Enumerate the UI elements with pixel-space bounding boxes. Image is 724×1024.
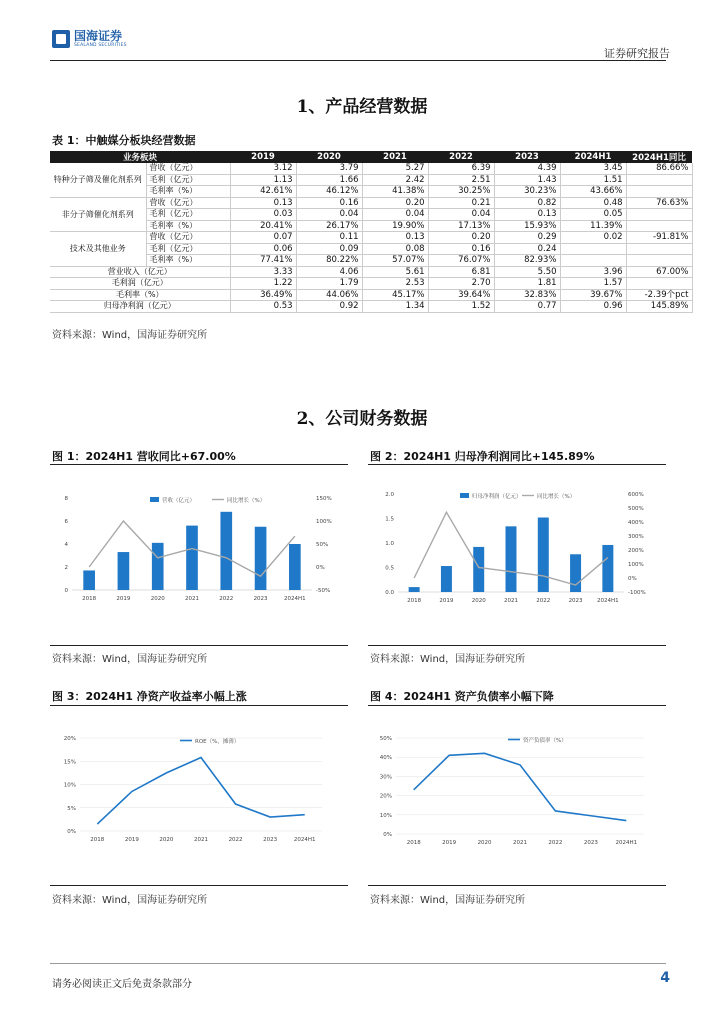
- table-cell: -2.39个pct: [626, 289, 692, 301]
- figure-2-caption: 图 2：2024H1 归母净利润同比+145.89%: [370, 450, 595, 463]
- table-cell: [626, 186, 692, 198]
- logo-subtext: SEALAND SECURITIES: [74, 43, 127, 48]
- table-header-cell: 2020: [296, 151, 362, 163]
- table-cell: 0.20: [428, 232, 494, 244]
- legend-bar-swatch: [150, 497, 159, 502]
- table-cell: 5.61: [362, 266, 428, 278]
- x-tick-label: 2019: [124, 837, 139, 843]
- x-tick-label: 2023: [568, 598, 583, 604]
- y-tick-label: 15%: [63, 759, 76, 766]
- y-right-tick-label: 150%: [316, 496, 332, 502]
- legend-bar-label: 营收（亿元）: [162, 498, 196, 504]
- row-label: 毛利润（亿元）: [50, 278, 230, 290]
- table-cell: 1.52: [428, 301, 494, 313]
- x-tick-label: 2024H1: [597, 598, 619, 604]
- table-cell: 0.29: [494, 232, 560, 244]
- figure-1-top-rule: [50, 464, 348, 465]
- legend-label: ROE（%，摊薄）: [195, 739, 240, 745]
- table-cell: 76.63%: [626, 197, 692, 209]
- table-cell: 17.13%: [428, 220, 494, 232]
- table-cell: 0.96: [560, 301, 626, 313]
- y-right-tick-label: 200%: [628, 548, 644, 554]
- figure-3-top-rule: [50, 705, 348, 706]
- y-tick-label: 50%: [379, 736, 392, 742]
- table-cell: [626, 243, 692, 255]
- bar: [409, 587, 420, 592]
- table-body: [50, 163, 692, 312]
- table-cell: 0.92: [296, 301, 362, 313]
- legend-bar-swatch: [460, 493, 469, 498]
- y-tick-label: 30%: [379, 774, 392, 781]
- legend-label: 资产负债率（%）: [523, 738, 567, 744]
- company-logo: [52, 30, 127, 49]
- table-row: [50, 289, 692, 301]
- legend-line-label: 同比增长（%）: [537, 494, 576, 500]
- x-tick-label: 2024H1: [293, 837, 316, 843]
- x-tick-label: 2022: [228, 837, 243, 843]
- x-tick-label: 2021: [185, 596, 199, 602]
- table-cell: 6.39: [428, 163, 494, 174]
- table-cell: 5.50: [494, 266, 560, 278]
- table-cell: 67.00%: [626, 266, 692, 278]
- bar: [152, 543, 164, 590]
- table-cell: 1.34: [362, 301, 428, 313]
- table-cell: 36.49%: [230, 289, 296, 301]
- table-row: [50, 163, 692, 174]
- bar: [83, 570, 95, 590]
- table-cell: 76.07%: [428, 255, 494, 267]
- x-tick-label: 2023: [583, 840, 598, 846]
- table-cell: 0.24: [494, 243, 560, 255]
- debt-ratio-chart: [368, 728, 666, 850]
- table-cell: 0.53: [230, 301, 296, 313]
- logo-icon: [52, 30, 70, 48]
- table-cell: 6.81: [428, 266, 494, 278]
- table-cell: 0.08: [362, 243, 428, 255]
- bar: [506, 526, 517, 592]
- table-cell: 0.04: [428, 209, 494, 221]
- table-cell: 0.16: [428, 243, 494, 255]
- y-left-tick-label: 2.0: [385, 492, 394, 498]
- table-cell: 0.82: [494, 197, 560, 209]
- figure-4-source: 资料来源：Wind，国海证券研究所: [370, 895, 526, 906]
- row-label: 毛利率（%）: [50, 289, 230, 301]
- metric-label: 毛利（亿元）: [146, 174, 230, 186]
- table-source: 资料来源：Wind，国海证券研究所: [52, 330, 208, 341]
- table-cell: 145.89%: [626, 301, 692, 313]
- y-left-tick-label: 2: [64, 565, 68, 571]
- table-cell: 32.83%: [494, 289, 560, 301]
- figure-1-caption: 图 1：2024H1 营收同比+67.00%: [52, 450, 236, 463]
- table-cell: 1.79: [296, 278, 362, 290]
- table-cell: 1.57: [560, 278, 626, 290]
- net-profit-chart: [368, 480, 666, 610]
- y-right-tick-label: 0%: [316, 565, 325, 571]
- bar: [255, 527, 267, 590]
- y-left-tick-label: 0.5: [385, 565, 394, 572]
- table-row: [50, 186, 692, 198]
- table-cell: 4.39: [494, 163, 560, 174]
- y-tick-label: 40%: [379, 755, 392, 762]
- segment-label: 特种分子筛及催化剂系列: [50, 163, 146, 197]
- x-tick-label: 2022: [548, 840, 563, 846]
- x-tick-label: 2018: [90, 837, 105, 843]
- table-row: [50, 174, 692, 186]
- table-cell: 1.22: [230, 278, 296, 290]
- row-label: 归母净利润（亿元）: [50, 301, 230, 313]
- legend-bar-label: 归母净利润（亿元）: [472, 494, 522, 500]
- table-cell: [626, 220, 692, 232]
- y-tick-label: 0%: [383, 832, 392, 838]
- table-cell: 0.13: [494, 209, 560, 221]
- table-cell: 0.48: [560, 197, 626, 209]
- bar: [118, 552, 130, 590]
- table-cell: 86.66%: [626, 163, 692, 174]
- table-cell: 39.67%: [560, 289, 626, 301]
- table-cell: 82.93%: [494, 255, 560, 267]
- y-left-tick-label: 8: [64, 496, 68, 502]
- table-row: [50, 209, 692, 221]
- y-right-tick-label: 300%: [628, 534, 644, 540]
- table-cell: 30.25%: [428, 186, 494, 198]
- table-header-cell: 2024H1同比: [626, 151, 692, 163]
- table-cell: 77.41%: [230, 255, 296, 267]
- figure-2-source: 资料来源：Wind，国海证券研究所: [370, 654, 526, 665]
- figure-3-caption: 图 3：2024H1 净资产收益率小幅上涨: [52, 690, 247, 703]
- table-cell: 44.06%: [296, 289, 362, 301]
- table-cell: 26.17%: [296, 220, 362, 232]
- table-cell: 1.13: [230, 174, 296, 186]
- bar: [570, 554, 581, 592]
- table-cell: 43.66%: [560, 186, 626, 198]
- figure-2-top-rule: [368, 464, 666, 465]
- table-row: [50, 243, 692, 255]
- table-cell: 19.90%: [362, 220, 428, 232]
- table-cell: 1.81: [494, 278, 560, 290]
- table-cell: 39.64%: [428, 289, 494, 301]
- x-tick-label: 2020: [150, 596, 165, 602]
- report-type: 证券研究报告: [604, 47, 670, 60]
- table-row: [50, 266, 692, 278]
- x-tick-label: 2022: [536, 598, 551, 604]
- x-tick-label: 2020: [477, 840, 492, 846]
- table-row: [50, 220, 692, 232]
- y-left-tick-label: 1.5: [385, 516, 394, 523]
- table-cell: 45.17%: [362, 289, 428, 301]
- y-right-tick-label: -100%: [628, 590, 646, 596]
- figure-3-bottom-rule: [50, 885, 348, 886]
- metric-label: 毛利率（%）: [146, 220, 230, 232]
- table-cell: 2.53: [362, 278, 428, 290]
- y-tick-label: 5%: [67, 805, 76, 812]
- table-cell: 2.42: [362, 174, 428, 186]
- series-line: [97, 758, 304, 824]
- y-right-tick-label: -50%: [316, 588, 331, 594]
- table-cell: 3.79: [296, 163, 362, 174]
- bar: [538, 518, 549, 592]
- figure-3-source: 资料来源：Wind，国海证券研究所: [52, 895, 208, 906]
- table-cell: 3.12: [230, 163, 296, 174]
- table-cell: 3.96: [560, 266, 626, 278]
- x-tick-label: 2020: [159, 837, 174, 843]
- table-cell: 0.13: [362, 232, 428, 244]
- y-right-tick-label: 500%: [628, 506, 644, 512]
- footer-disclaimer: 请务必阅读正文后免责条款部分: [52, 979, 192, 990]
- table-header-cell: 2021: [362, 151, 428, 163]
- table-cell: 0.21: [428, 197, 494, 209]
- table-cell: [626, 209, 692, 221]
- table-cell: 80.22%: [296, 255, 362, 267]
- table-row: [50, 278, 692, 290]
- y-left-tick-label: 1.0: [385, 541, 394, 547]
- y-right-tick-label: 100%: [628, 562, 644, 568]
- table-cell: 4.06: [296, 266, 362, 278]
- table-row: [50, 255, 692, 267]
- figure-1-source: 资料来源：Wind，国海证券研究所: [52, 654, 208, 665]
- x-tick-label: 2024H1: [284, 596, 306, 602]
- logo-text: 国海证券: [74, 29, 123, 43]
- table-cell: 0.03: [230, 209, 296, 221]
- table-header-cell: 业务板块: [50, 151, 230, 163]
- table-header-cell: 2024H1: [560, 151, 626, 163]
- table-caption: 表 1：中触媒分板块经营数据: [52, 134, 196, 147]
- bar: [441, 566, 452, 592]
- figure-1-bottom-rule: [50, 645, 348, 646]
- metric-label: 毛利（亿元）: [146, 209, 230, 221]
- metric-label: 营收（亿元）: [146, 163, 230, 174]
- x-tick-label: 2022: [219, 596, 234, 602]
- table-cell: 2.70: [428, 278, 494, 290]
- x-tick-label: 2018: [406, 840, 421, 846]
- table-cell: 2.51: [428, 174, 494, 186]
- bar: [473, 547, 484, 592]
- table-cell: 42.61%: [230, 186, 296, 198]
- table-cell: 0.05: [560, 209, 626, 221]
- y-tick-label: 20%: [63, 736, 76, 742]
- table-cell: 0.20: [362, 197, 428, 209]
- table-cell: 1.51: [560, 174, 626, 186]
- segment-label: 技术及其他业务: [50, 232, 146, 267]
- x-tick-label: 2019: [439, 598, 454, 604]
- table-cell: 0.07: [230, 232, 296, 244]
- table-cell: [560, 255, 626, 267]
- table-cell: 1.43: [494, 174, 560, 186]
- y-right-tick-label: 600%: [628, 492, 644, 498]
- roe-chart: [50, 728, 348, 850]
- bar: [220, 512, 232, 590]
- metric-label: 毛利（亿元）: [146, 243, 230, 255]
- y-right-tick-label: 100%: [316, 519, 332, 525]
- y-tick-label: 20%: [379, 793, 392, 800]
- x-tick-label: 2019: [116, 596, 131, 602]
- figure-4-bottom-rule: [368, 885, 666, 886]
- footer-divider: [50, 963, 666, 964]
- table-cell: 0.04: [362, 209, 428, 221]
- table-cell: 3.33: [230, 266, 296, 278]
- metric-label: 营收（亿元）: [146, 197, 230, 209]
- table-cell: 0.16: [296, 197, 362, 209]
- table-header-cell: 2022: [428, 151, 494, 163]
- series-line: [414, 753, 627, 820]
- table-cell: 0.13: [230, 197, 296, 209]
- bar: [186, 526, 198, 590]
- table-header-cell: 2019: [230, 151, 296, 163]
- table-cell: 0.11: [296, 232, 362, 244]
- x-tick-label: 2019: [442, 840, 457, 846]
- y-left-tick-label: 0: [64, 588, 68, 594]
- table-cell: 41.38%: [362, 186, 428, 198]
- y-right-tick-label: 0%: [628, 576, 637, 582]
- business-segment-table: [50, 151, 693, 313]
- bar: [289, 544, 301, 590]
- table-cell: 15.93%: [494, 220, 560, 232]
- row-label: 营业收入（亿元）: [50, 266, 230, 278]
- x-tick-label: 2023: [263, 837, 278, 843]
- table-cell: 46.12%: [296, 186, 362, 198]
- x-tick-label: 2023: [253, 596, 268, 602]
- table-cell: 0.77: [494, 301, 560, 313]
- figure-4-top-rule: [368, 705, 666, 706]
- table-cell: 5.27: [362, 163, 428, 174]
- y-tick-label: 10%: [63, 782, 76, 789]
- section-title-2: 2、公司财务数据: [296, 409, 428, 429]
- table-cell: [560, 243, 626, 255]
- figure-2-bottom-rule: [368, 645, 666, 646]
- table-header-cell: 2023: [494, 151, 560, 163]
- section-title-1: 1、产品经营数据: [296, 97, 428, 117]
- table-cell: [626, 174, 692, 186]
- bar: [602, 545, 613, 592]
- table-cell: 11.39%: [560, 220, 626, 232]
- table-cell: 57.07%: [362, 255, 428, 267]
- table-cell: 0.02: [560, 232, 626, 244]
- table-cell: 3.45: [560, 163, 626, 174]
- table-row: [50, 232, 692, 244]
- metric-label: 营收（亿元）: [146, 232, 230, 244]
- metric-label: 毛利率（%）: [146, 255, 230, 267]
- x-tick-label: 2018: [82, 596, 97, 602]
- y-right-tick-label: 400%: [628, 520, 644, 526]
- revenue-chart: [50, 480, 348, 610]
- y-tick-label: 0%: [67, 829, 76, 835]
- y-left-tick-label: 6: [64, 519, 68, 525]
- table-header-row: [50, 151, 692, 163]
- x-tick-label: 2024H1: [615, 840, 638, 846]
- y-tick-label: 10%: [379, 812, 392, 819]
- x-tick-label: 2021: [513, 840, 527, 846]
- table-cell: -91.81%: [626, 232, 692, 244]
- y-left-tick-label: 4: [64, 542, 68, 548]
- metric-label: 毛利率（%）: [146, 186, 230, 198]
- table-cell: 0.09: [296, 243, 362, 255]
- page-number: 4: [660, 970, 670, 986]
- legend-line-label: 同比增长（%）: [227, 498, 266, 504]
- y-left-tick-label: 0.0: [385, 590, 394, 596]
- table-cell: 0.06: [230, 243, 296, 255]
- table-cell: 1.66: [296, 174, 362, 186]
- figure-4-caption: 图 4：2024H1 资产负债率小幅下降: [370, 690, 554, 703]
- table-cell: 30.23%: [494, 186, 560, 198]
- table-cell: [626, 278, 692, 290]
- segment-label: 非分子筛催化剂系列: [50, 197, 146, 232]
- x-tick-label: 2021: [194, 837, 208, 843]
- table-row: [50, 197, 692, 209]
- table-cell: 0.04: [296, 209, 362, 221]
- x-tick-label: 2021: [504, 598, 518, 604]
- y-right-tick-label: 50%: [316, 542, 329, 548]
- table-row: [50, 301, 692, 313]
- x-tick-label: 2018: [407, 598, 422, 604]
- x-tick-label: 2020: [471, 598, 486, 604]
- table-cell: 20.41%: [230, 220, 296, 232]
- table-cell: [626, 255, 692, 267]
- header-divider: [50, 60, 666, 61]
